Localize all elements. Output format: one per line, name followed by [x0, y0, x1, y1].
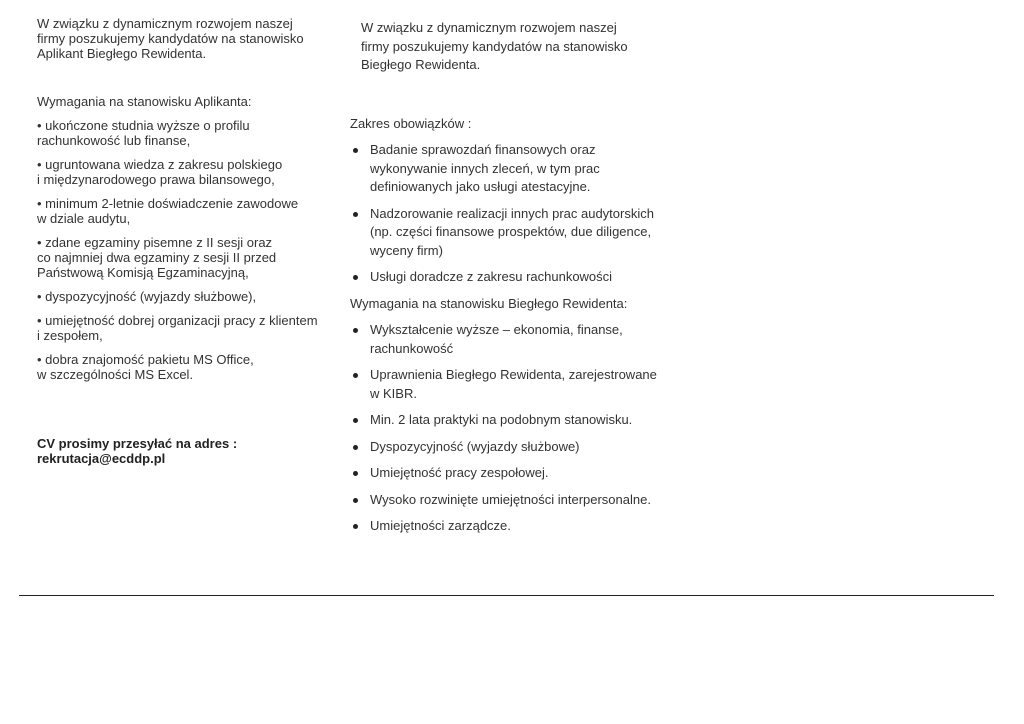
duty-text: Usługi doradcze z zakresu rachunkowości — [370, 269, 613, 284]
bullet-icon — [353, 275, 358, 280]
bullet-icon — [353, 373, 358, 378]
aplikant-requirement-item: • minimum 2-letnie doświadczenie zawodowe w dziale audytu, — [37, 196, 299, 226]
bullet-icon — [353, 328, 358, 333]
requirement-text: Wykształcenie wyższe – ekonomia, finanse, rachunkowość — [370, 322, 623, 356]
aplikant-requirement-item: • umiejętność dobrej organizacji pracy z klientem i zespołem, — [37, 313, 318, 343]
duties-heading: Zakres obowiązków : — [350, 115, 472, 131]
aplikant-column — [37, 16, 327, 466]
aplikant-requirement-item: • dobra znajomość pakietu MS Office, w szczególności MS Excel. — [37, 352, 254, 382]
rewident-requirements-list — [350, 321, 670, 536]
bieglego-rewidenta-column — [350, 19, 670, 544]
aplikant-requirements-heading: Wymagania na stanowisku Aplikanta: — [37, 94, 252, 109]
rewident-requirements-heading: Wymagania na stanowisku Biegłego Rewidenta: — [350, 295, 628, 311]
requirement-text: Dyspozycyjność (wyjazdy służbowe) — [370, 438, 580, 454]
requirement-text: Umiejętności zarządcze. — [370, 518, 511, 533]
duty-text: Badanie sprawozdań finansowych oraz wykonywanie innych zleceń, w tym prac definiowanych jako usługi atestacyjne. — [370, 142, 600, 194]
aplikant-intro: W związku z dynamicznym rozwojem naszej firmy poszukujemy kandydatów na stanowisko Aplikant Biegłego Rewidenta. — [37, 16, 304, 61]
rewident-requirement-item — [350, 366, 670, 403]
requirement-text: Wysoko rozwinięte umiejętności interpersonalne. — [370, 491, 651, 507]
page-divider — [19, 595, 994, 596]
bullet-icon — [353, 498, 358, 503]
duty-item — [350, 141, 670, 197]
rewident-requirement-item — [350, 517, 670, 536]
rewident-requirement-item — [350, 464, 670, 483]
aplikant-requirement-item: • ugruntowana wiedza z zakresu polskiego i międzynarodowego prawa bilansowego, — [37, 157, 283, 187]
bullet-icon — [353, 445, 358, 450]
requirement-text: Umiejętność pracy zespołowej. — [370, 465, 549, 480]
rewident-requirement-item — [350, 411, 670, 430]
aplikant-requirement-item: • ukończone studnia wyższe o profilu rachunkowość lub finanse, — [37, 118, 250, 148]
rewident-requirement-item — [350, 438, 670, 457]
cv-contact: CV prosimy przesyłać na adres : rekrutacja@ecddp.pl — [37, 436, 238, 466]
rewident-requirement-item — [350, 321, 670, 358]
requirement-text: Uprawnienia Biegłego Rewidenta, zarejestrowane w KIBR. — [370, 367, 657, 401]
requirement-text: Min. 2 lata praktyki na podobnym stanowisku. — [370, 412, 633, 427]
bullet-icon — [353, 418, 358, 423]
bullet-icon — [353, 148, 358, 153]
aplikant-requirement-item: • dyspozycyjność (wyjazdy służbowe), — [37, 289, 257, 304]
bullet-icon — [353, 212, 358, 217]
rewident-intro: W związku z dynamicznym rozwojem naszej firmy poszukujemy kandydatów na stanowisko Biegłego Rewidenta. — [361, 20, 628, 72]
duty-text: Nadzorowanie realizacji innych prac audytorskich (np. części finansowe prospektów, due diligence, wyceny firm) — [370, 205, 654, 258]
duty-item — [350, 205, 670, 261]
rewident-requirement-item — [350, 491, 670, 510]
duty-item — [350, 268, 670, 287]
duties-list — [350, 141, 670, 287]
bullet-icon — [353, 524, 358, 529]
bullet-icon — [353, 471, 358, 476]
aplikant-requirement-item: • zdane egzaminy pisemne z II sesji oraz co najmniej dwa egzaminy z sesji II przed Państwową Komisją Egzaminacyjną, — [37, 235, 277, 280]
